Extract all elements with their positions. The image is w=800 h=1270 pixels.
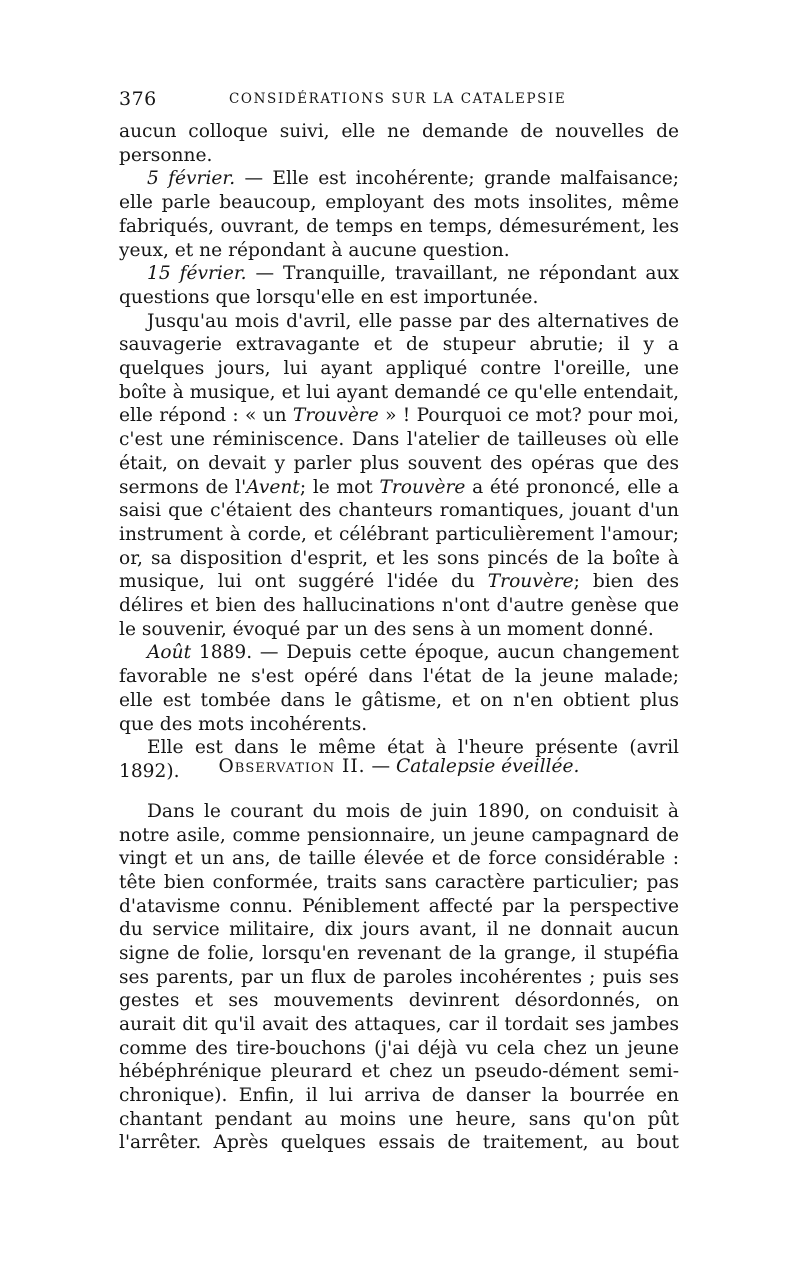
running-head: CONSIDÉRATIONS SUR LA CATALEPSIE	[229, 91, 567, 107]
paragraph	[119, 310, 679, 642]
italic-word: Avent	[246, 476, 300, 498]
paragraph	[119, 120, 679, 167]
page-number: 376	[119, 88, 157, 110]
observation-dash: —	[365, 756, 397, 777]
entry-date: 5 février.	[147, 168, 236, 190]
entry-text: — Tranquille, travaillant, ne répondant aux questions que lorsqu'elle en est importunée.	[119, 263, 679, 308]
entry-date: Août	[147, 642, 192, 664]
paragraph-entry	[119, 641, 679, 736]
italic-word: Trouvère	[292, 405, 379, 427]
paragraph-text: Elle est dans le même état à l'heure présente (avril 1892).	[119, 737, 679, 782]
paragraph-text: Jusqu'au mois d'avril, elle passe par des alternatives de sauvagerie extravagante et de stupeur abrutie; il y a quelques jours, lui ayant appliqué contre l'oreille, une boîte à musique, et lui ayant demandé ce qu'elle entendait, elle répond : « un	[119, 310, 679, 427]
paragraph-text: ; le mot	[299, 476, 380, 498]
entry-date: 15 février.	[147, 263, 247, 285]
italic-word: Trouvère	[379, 476, 466, 498]
observation-heading	[119, 755, 679, 779]
observation-title: Catalepsie éveillée.	[396, 756, 580, 777]
italic-word: Trouvère	[487, 571, 574, 593]
entry-text: — Elle est incohérente; grande malfaisance; elle parle beaucoup, employant des mots insolites, même fabriqués, ouvrant, de temps en temps, démesurément, les yeux, et ne répondant à aucune question.	[119, 168, 679, 261]
paragraph-text: aucun colloque suivi, elle ne demande de nouvelles de personne.	[119, 121, 679, 166]
page-header	[119, 88, 679, 118]
observation-body	[119, 800, 679, 1155]
paragraph-text: ; bien des délires et bien des hallucinations n'ont d'autre genèse que le souvenir, évoqué par un des sens à un moment donné.	[119, 571, 679, 640]
paragraph-entry	[119, 167, 679, 262]
paragraph: Dans le courant du mois de juin 1890, on conduisit à notre asile, comme pensionnaire, un jeune campagnard de vingt et un ans, de taille élevée et de force considérable : tête bien conformée, traits sans caractère particulier; pas d'atavisme connu. Péniblement affecté par la perspective du service militaire, dix jours avant, il ne donnait aucun signe de folie, lorsqu'en revenant de la grange, il stupéfia ses parents, par un flux de paroles incohérentes ; puis ses gestes et ses mouvements devinrent désordonnés, on aurait dit qu'il avait des attaques, car il tordait ses jambes comme des tire-bouchons (j'ai déjà vu cela chez un jeune hébéphrénique pleurard et chez un pseudo-dément semi-chronique). Enfin, il lui arriva de danser la bourrée en chantant pendant au moins une heure, sans qu'on pût l'arrêter. Après quelques essais de traitement, au bout	[119, 801, 679, 1154]
entry-text: 1889. — Depuis cette époque, aucun changement favorable ne s'est opéré dans l'état de la jeune malade; elle est tombée dans le gâtisme, et on n'en obtient plus que des mots incohérents.	[119, 642, 679, 735]
paragraph-entry	[119, 262, 679, 309]
main-text	[119, 120, 679, 784]
paragraph-text: » ! Pourquoi ce mot? pour moi, c'est une réminiscence. Dans l'atelier de tailleuses où elle était, on devait y parler plus souvent des opéras que des sermons de l'	[119, 405, 679, 498]
paragraph-text: a été prononcé, elle a saisi que c'étaient des chanteurs romantiques, jouant d'un instrument à corde, et célébrant particulièrement l'amour; or, sa disposition d'esprit, et les sons pincés de la boîte à musique, lui ont suggéré l'idée du	[119, 476, 680, 593]
observation-label: Observation II.	[218, 756, 366, 777]
